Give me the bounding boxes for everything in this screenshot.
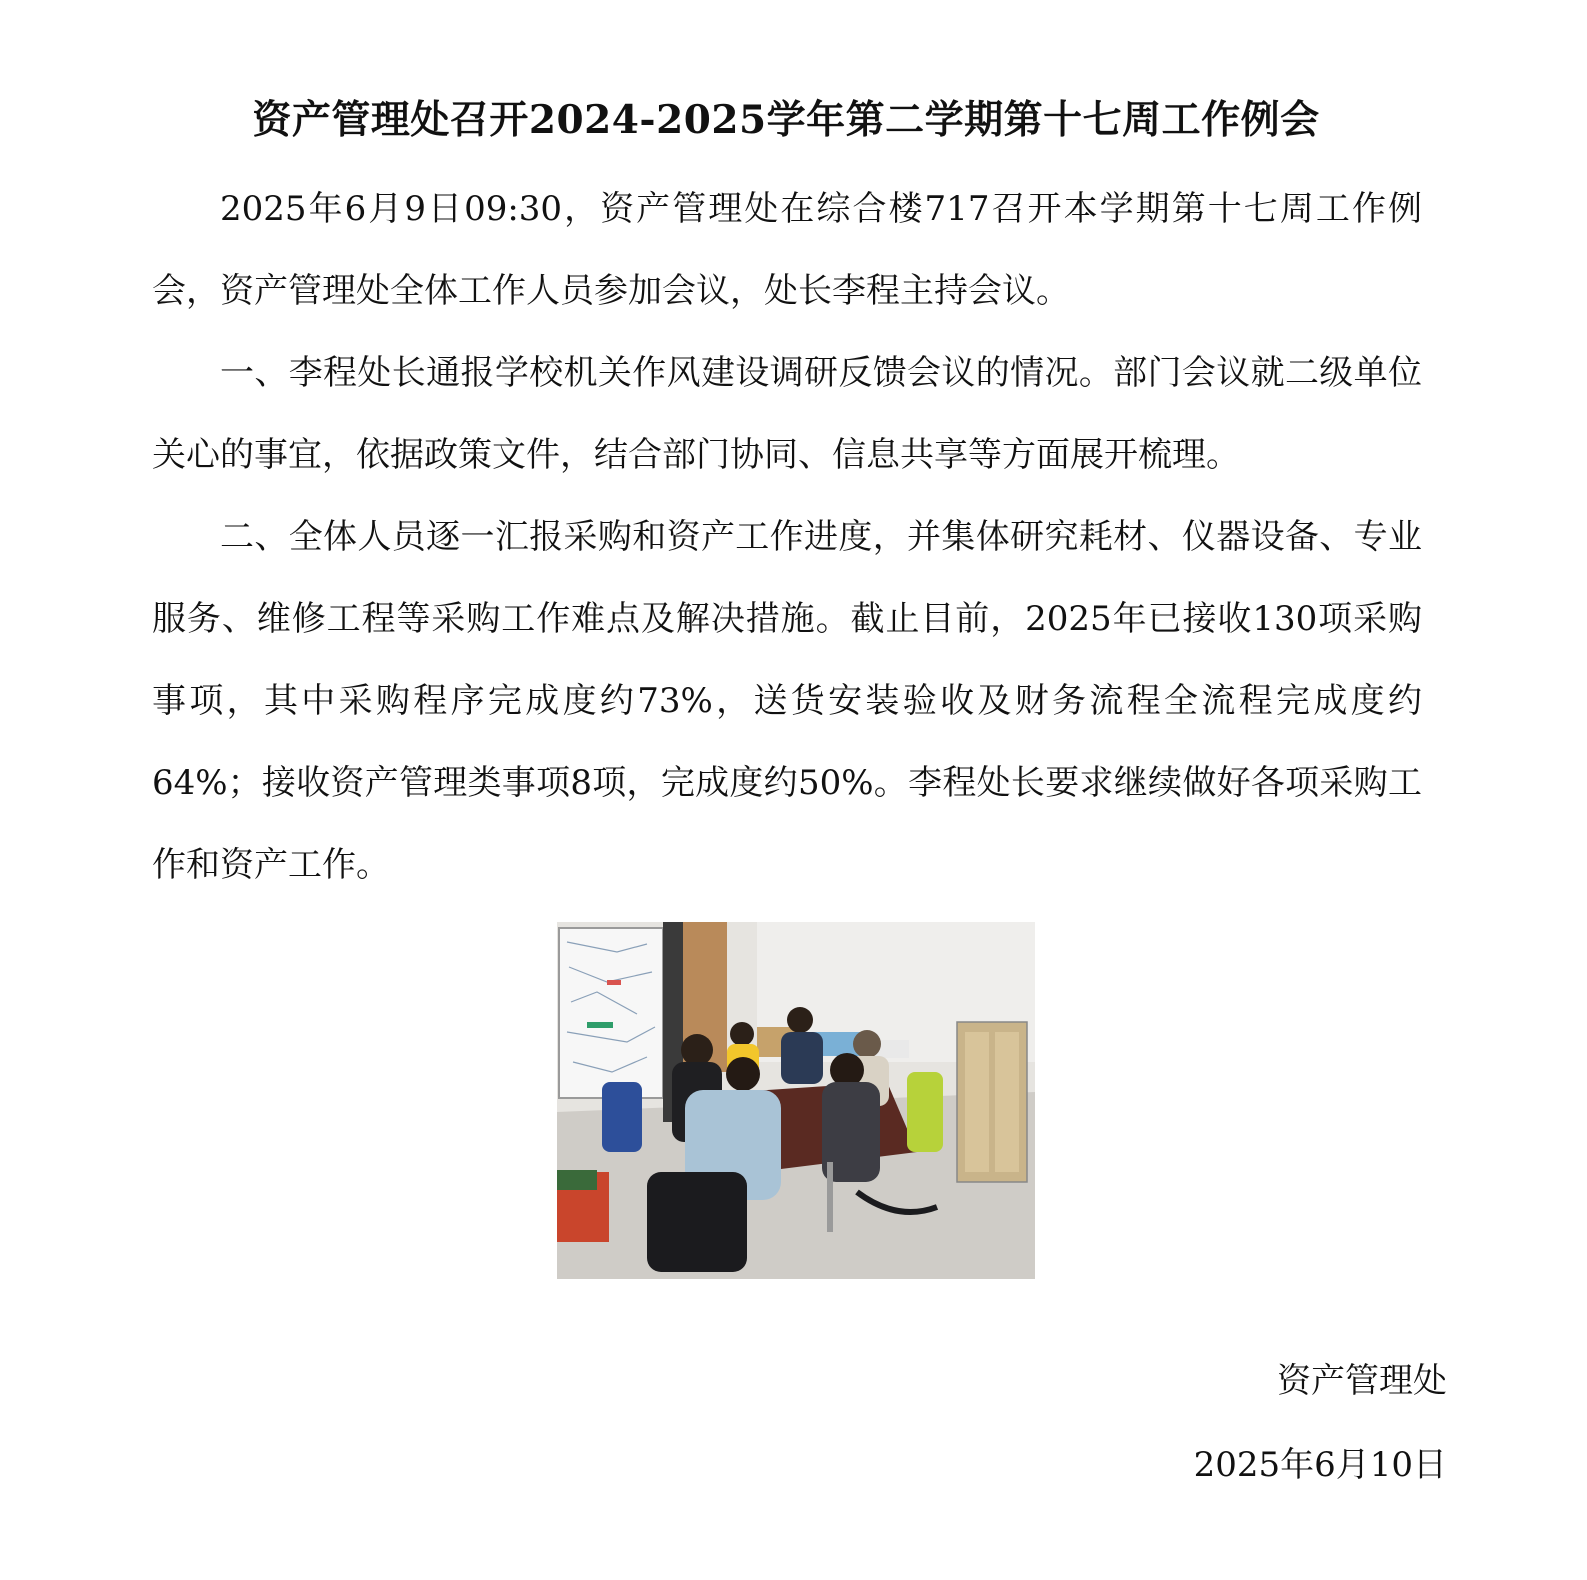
paragraph-meeting-intro: 2025年6月9日09:30，资产管理处在综合楼717召开本学期第十七周工作例会，资产管理处全体工作人员参加会议，处长李程主持会议。 bbox=[152, 189, 1422, 311]
meeting-photo bbox=[557, 922, 1035, 1279]
document-body bbox=[152, 168, 1422, 906]
signature-organization: 资产管理处 bbox=[1277, 1361, 1447, 1401]
paragraph-item-one: 一、李程处长通报学校机关作风建设调研反馈会议的情况。部门会议就二级单位关心的事宜，依据政策文件，结合部门协同、信息共享等方面展开梳理。 bbox=[152, 353, 1422, 475]
signature-date: 2025年6月10日 bbox=[1193, 1445, 1447, 1485]
document-title: 资产管理处召开2024-2025学年第二学期第十七周工作例会 bbox=[252, 97, 1320, 143]
paragraph-item-two: 二、全体人员逐一汇报采购和资产工作进度，并集体研究耗材、仪器设备、专业服务、维修工程等采购工作难点及解决措施。截止目前，2025年已接收130项采购事项，其中采购程序完成度约73%，送货安装验收及财务流程全流程完成度约64%；接收资产管理类事项8项，完成度约50%。李程处长要求继续做好各项采购工作和资产工作。 bbox=[152, 517, 1422, 885]
